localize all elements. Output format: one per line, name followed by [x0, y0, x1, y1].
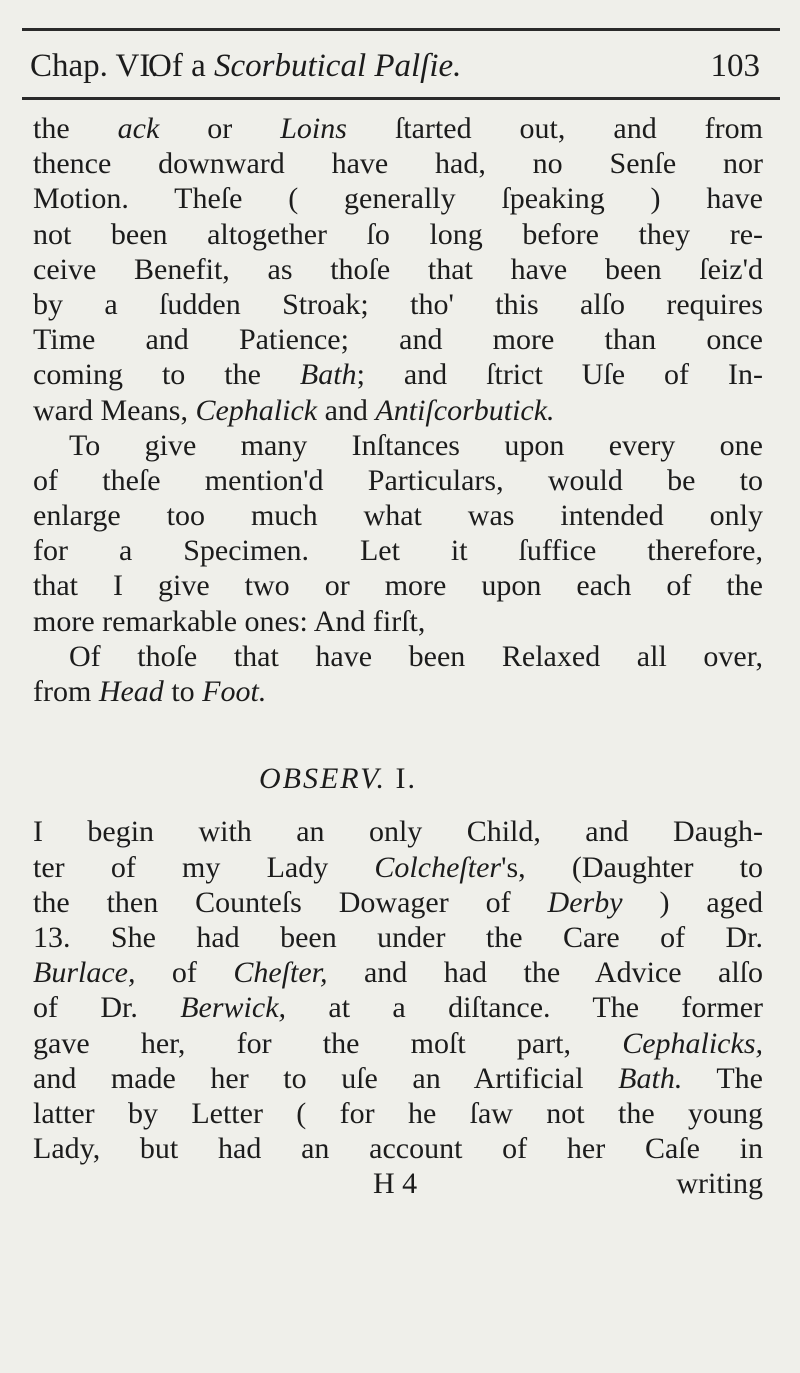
text-line: ter of my Lady Colcheſter's, (Daughter to	[33, 850, 763, 884]
text-line: To give many Inſtances upon every one	[69, 428, 763, 462]
text-line: Lady, but had an account of her Caſe in	[33, 1132, 763, 1166]
text-line: that I give two or more upon each of the	[33, 569, 763, 603]
running-title: Of a Scorbutical Palſie.	[148, 48, 462, 84]
text-line: latter by Letter ( for he ſaw not the young	[33, 1096, 763, 1130]
text-line: gave her, for the moſt part, Cephalicks,	[33, 1026, 763, 1060]
text-line: not been altogether ſo long before they re-	[33, 217, 763, 251]
text-line: by a ſudden Stroak; tho' this alſo requires	[33, 287, 763, 321]
text-line: Time and Patience; and more than once	[33, 323, 763, 357]
signature-mark: H 4	[373, 1167, 418, 1201]
text-line: from Head to Foot.	[33, 675, 267, 708]
text-line: I begin with an only Child, and Daugh-	[33, 815, 763, 849]
text-line: of theſe mention'd Particulars, would be to	[33, 463, 763, 497]
text-line: and made her to uſe an Artificial Bath. The	[33, 1061, 763, 1095]
header-rule	[22, 97, 780, 100]
observation-heading: OBSERV. I.	[258, 762, 418, 796]
text-line: thence downward have had, no Senſe nor	[33, 147, 763, 181]
text-line: enlarge too much what was intended only	[33, 499, 763, 533]
chapter-label: Chap. VI.	[30, 48, 159, 84]
page-number: 103	[710, 48, 760, 84]
running-header	[30, 44, 760, 100]
text-line: more remarkable ones: And firſt,	[33, 604, 426, 638]
catchword: writing	[676, 1167, 763, 1201]
text-line: of Dr. Berwick, at a diſtance. The former	[33, 991, 763, 1025]
text-line: ward Means, Cephalick and Antiſcorbutick.	[33, 393, 555, 427]
text-line: coming to the Bath; and ſtrict Uſe of In-	[33, 358, 763, 392]
text-line: the then Counteſs Dowager of Derby ) aged	[33, 885, 764, 919]
text-line: Of thoſe that have been Relaxed all over,	[69, 639, 763, 673]
text-line: the ack or Loins ſtarted out, and from	[33, 112, 763, 145]
text-line: ceive Benefit, as thoſe that have been ſeiz'd	[33, 252, 763, 286]
top-rule	[22, 28, 780, 31]
text-line: for a Specimen. Let it ſuffice therefore,	[33, 534, 763, 568]
text-line: Motion. Theſe ( generally ſpeaking ) have	[33, 182, 763, 216]
page-footer	[33, 1166, 763, 1201]
text-line: Burlace, of Cheſter, and had the Advice alſo	[33, 956, 763, 990]
spacer	[33, 709, 763, 744]
body-text	[33, 111, 763, 1201]
text-line: 13. She had been under the Care of Dr.	[33, 920, 763, 954]
